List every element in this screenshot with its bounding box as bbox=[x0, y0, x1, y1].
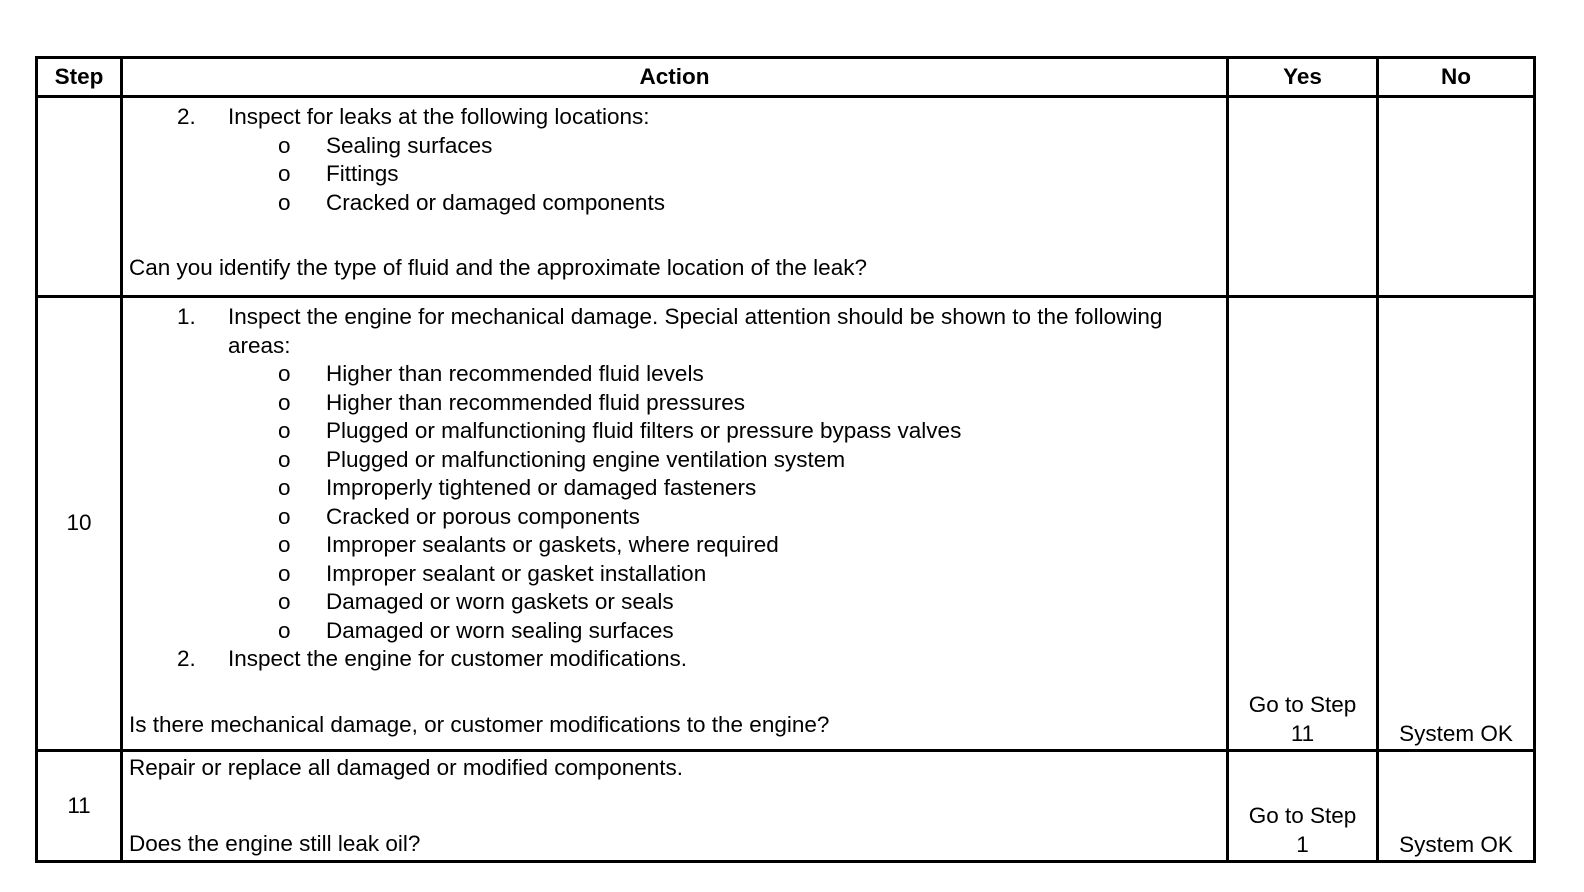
step-cell: 10 bbox=[37, 297, 122, 751]
sub-item-text: Cracked or porous components bbox=[326, 503, 640, 529]
yes-cell bbox=[1228, 97, 1378, 297]
sub-item-text: Damaged or worn sealing surfaces bbox=[326, 617, 674, 643]
sub-item-text: Damaged or worn gaskets or seals bbox=[326, 589, 674, 614]
action-cell bbox=[122, 97, 1228, 297]
action-steps bbox=[129, 103, 1220, 217]
sub-item-text: Improper sealant or gasket installation bbox=[326, 560, 707, 586]
action-text: Repair or replace all damaged or modified components. bbox=[129, 755, 684, 780]
action-steps bbox=[129, 303, 1220, 674]
sub-item-text: Improper sealants or gaskets, where required bbox=[326, 532, 779, 557]
yes-goto-label: Go to Step bbox=[1248, 692, 1357, 717]
list-item bbox=[228, 531, 1220, 560]
step-text: Inspect for leaks at the following locations: bbox=[228, 104, 650, 129]
no-cell: System OK bbox=[1378, 751, 1535, 862]
list-item bbox=[228, 132, 1220, 161]
step-number: 2. bbox=[177, 646, 196, 671]
bullet-icon: o bbox=[278, 503, 291, 529]
action-content bbox=[129, 754, 1220, 858]
sub-item-text: Higher than recommended fluid levels bbox=[326, 361, 704, 386]
list-item bbox=[228, 588, 1220, 617]
yes-cell bbox=[1228, 297, 1378, 751]
action-cell bbox=[122, 297, 1228, 751]
sub-item-text: Plugged or malfunctioning engine ventilation system bbox=[326, 446, 846, 472]
list-item bbox=[228, 417, 1220, 446]
sub-list bbox=[228, 360, 1220, 645]
question-text: Is there mechanical damage, or customer modifications to the engine? bbox=[129, 711, 830, 737]
yes-goto-step: 1 bbox=[1296, 831, 1309, 857]
yes-goto-step: 11 bbox=[1290, 720, 1315, 746]
question-text: Can you identify the type of fluid and the approximate location of the leak? bbox=[129, 255, 867, 280]
sub-item-text: Sealing surfaces bbox=[326, 132, 493, 158]
bullet-icon: o bbox=[278, 361, 291, 386]
list-item bbox=[228, 474, 1220, 503]
action-step bbox=[129, 645, 1220, 674]
sub-item-text: Improperly tightened or damaged fasteners bbox=[326, 475, 757, 500]
header-action: Action bbox=[122, 58, 1228, 97]
header-step: Step bbox=[37, 58, 122, 97]
bullet-icon: o bbox=[278, 132, 291, 158]
header-row bbox=[37, 58, 1535, 97]
table-row bbox=[37, 751, 1535, 862]
bullet-icon: o bbox=[278, 446, 291, 472]
sub-item-text: Plugged or malfunctioning fluid filters or pressure bypass valves bbox=[326, 418, 962, 443]
action-step bbox=[129, 303, 1220, 645]
step-text: Inspect the engine for mechanical damage. Special attention should be shown to the following areas: bbox=[228, 304, 1163, 358]
action-step bbox=[129, 103, 1220, 217]
list-item bbox=[228, 360, 1220, 389]
header-yes: Yes bbox=[1228, 58, 1378, 97]
step-cell: 11 bbox=[37, 751, 122, 862]
diagnostic-table bbox=[35, 56, 1536, 863]
table-row bbox=[37, 297, 1535, 751]
no-cell: System OK bbox=[1378, 297, 1535, 751]
bullet-icon: o bbox=[278, 189, 291, 215]
sub-item-text: Cracked or damaged components bbox=[326, 189, 665, 215]
header-no: No bbox=[1378, 58, 1535, 97]
yes-cell bbox=[1228, 751, 1378, 862]
question-text: Does the engine still leak oil? bbox=[129, 830, 421, 856]
bullet-icon: o bbox=[278, 589, 291, 614]
bullet-icon: o bbox=[278, 161, 291, 186]
list-item bbox=[228, 189, 1220, 218]
step-number: 2. bbox=[177, 104, 196, 129]
action-cell bbox=[122, 751, 1228, 862]
yes-goto-label: Go to Step bbox=[1248, 803, 1357, 828]
list-item bbox=[228, 446, 1220, 475]
list-item bbox=[228, 389, 1220, 418]
bullet-icon: o bbox=[278, 418, 291, 443]
step-text: Inspect the engine for customer modifications. bbox=[228, 646, 687, 671]
list-item bbox=[228, 560, 1220, 589]
table-row bbox=[37, 97, 1535, 297]
step-cell bbox=[37, 97, 122, 297]
bullet-icon: o bbox=[278, 617, 291, 643]
no-cell bbox=[1378, 97, 1535, 297]
list-item bbox=[228, 160, 1220, 189]
bullet-icon: o bbox=[278, 475, 291, 500]
step-number: 1. bbox=[177, 304, 196, 329]
bullet-icon: o bbox=[278, 532, 291, 557]
sub-item-text: Higher than recommended fluid pressures bbox=[326, 389, 745, 415]
bullet-icon: o bbox=[278, 560, 291, 586]
bullet-icon: o bbox=[278, 389, 291, 415]
sub-list bbox=[228, 132, 1220, 218]
list-item bbox=[228, 503, 1220, 532]
sub-item-text: Fittings bbox=[326, 161, 399, 186]
list-item bbox=[228, 617, 1220, 646]
